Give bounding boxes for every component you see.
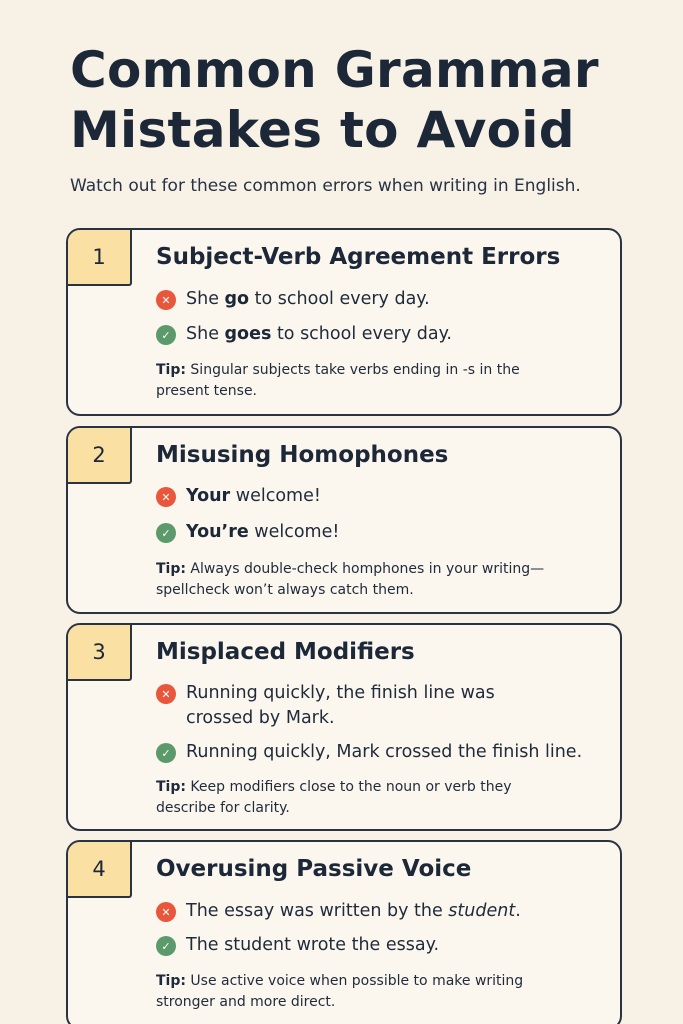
correct-example-text: She goes to school every day. xyxy=(186,324,452,344)
x-circle-icon: ✕ xyxy=(156,487,176,507)
tip-text: Tip: Singular subjects take verbs ending in -s in the present tense. xyxy=(156,362,520,399)
wrong-example xyxy=(156,287,616,312)
card-title: Subject-Verb Agreement Errors xyxy=(156,244,561,270)
check-circle-icon: ✓ xyxy=(156,325,176,345)
page-title: Common Grammar Mistakes to Avoid xyxy=(70,41,599,159)
correct-example xyxy=(156,520,616,545)
mistake-card xyxy=(66,840,622,1024)
tip-text: Tip: Always double-check homphones in your writing—spellcheck won’t always catch them. xyxy=(156,561,545,598)
check-circle-icon: ✓ xyxy=(156,743,176,763)
card-number: 4 xyxy=(68,842,132,898)
card-title: Misusing Homophones xyxy=(156,442,449,468)
correct-example xyxy=(156,933,616,958)
check-circle-icon: ✓ xyxy=(156,523,176,543)
wrong-example-text: The essay was written by the student. xyxy=(186,901,521,921)
card-title: Misplaced Modifiers xyxy=(156,639,415,665)
wrong-example xyxy=(156,899,616,924)
card-number: 2 xyxy=(68,428,132,484)
x-circle-icon: ✕ xyxy=(156,290,176,310)
wrong-example-text: Running quickly, the finish line was crossed by Mark. xyxy=(186,683,495,728)
wrong-example-text: She go to school every day. xyxy=(186,289,430,309)
correct-example-text: You’re welcome! xyxy=(186,522,340,542)
card-title: Overusing Passive Voice xyxy=(156,856,472,882)
correct-example-text: Running quickly, Mark crossed the finish line. xyxy=(186,742,583,762)
mistake-card xyxy=(66,228,622,416)
card-number: 1 xyxy=(68,230,132,286)
correct-example-text: The student wrote the essay. xyxy=(186,935,440,955)
page-subtitle: Watch out for these common errors when writing in English. xyxy=(70,176,581,196)
mistake-card xyxy=(66,426,622,614)
wrong-example xyxy=(156,484,616,509)
x-circle-icon: ✕ xyxy=(156,684,176,704)
tip-text: Tip: Keep modifiers close to the noun or verb they describe for clarity. xyxy=(156,779,512,816)
wrong-example xyxy=(156,681,526,731)
mistake-card xyxy=(66,623,622,831)
correct-example xyxy=(156,740,616,765)
correct-example xyxy=(156,322,616,347)
check-circle-icon: ✓ xyxy=(156,936,176,956)
x-circle-icon: ✕ xyxy=(156,902,176,922)
card-number: 3 xyxy=(68,625,132,681)
wrong-example-text: Your welcome! xyxy=(186,486,321,506)
tip-text: Tip: Use active voice when possible to make writing stronger and more direct. xyxy=(156,973,524,1010)
